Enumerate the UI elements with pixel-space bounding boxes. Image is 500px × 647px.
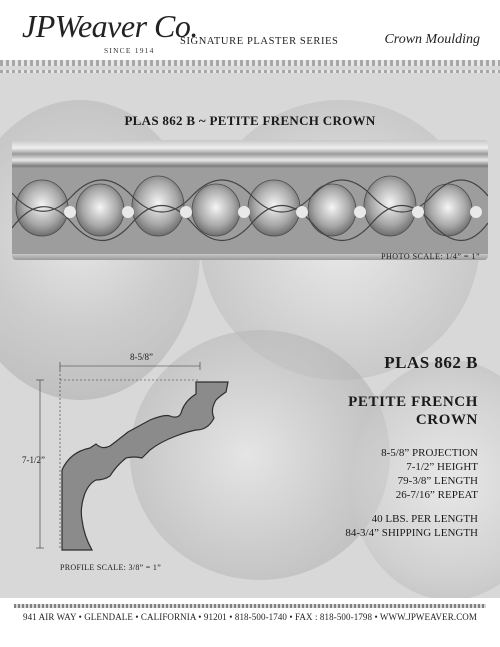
profile-height-label: 7-1/2”	[22, 455, 45, 465]
crown-profile-shape	[62, 382, 228, 550]
profile-width-label: 8-5/8”	[130, 352, 153, 362]
category-label: Crown Moulding	[384, 32, 480, 47]
top-trim	[0, 60, 500, 66]
spec-height: 7-1/2” HEIGHT	[406, 461, 478, 473]
header	[0, 0, 500, 60]
footer	[0, 598, 500, 647]
product-name-line1: PETITE FRENCH	[348, 394, 478, 410]
footer-trim	[14, 604, 486, 608]
spec-weight: 40 LBS. PER LENGTH	[371, 513, 478, 525]
spec-gap	[238, 502, 478, 512]
product-name-line2: CROWN	[415, 412, 478, 428]
series-label: SIGNATURE PLASTER SERIES	[180, 36, 339, 47]
product-code: PLAS 862 B	[384, 353, 478, 372]
banner-title: PLAS 862 B ~ PETITE FRENCH CROWN	[124, 113, 376, 128]
spec-shipping-length: 84-3/4” SHIPPING LENGTH	[345, 527, 478, 539]
spec-projection: 8-5/8” PROJECTION	[381, 447, 478, 459]
logo-since: SINCE 1914	[104, 46, 155, 55]
spec-length: 79-3/8” LENGTH	[397, 475, 478, 487]
photo-scale: PHOTO SCALE: 1/4” = 1”	[381, 252, 480, 261]
spec-list	[238, 446, 478, 540]
molding-ornament-graphic	[12, 168, 488, 254]
footer-contact: 941 AIR WAY • GLENDALE • CALIFORNIA • 91201 • 818-500-1740 • FAX : 818-500-1798 • WWW.JPWEAVER.COM	[22, 612, 478, 622]
profile-scale: PROFILE SCALE: 3/8” = 1”	[60, 563, 162, 572]
title-band	[0, 96, 500, 136]
spec-repeat: 26-7/16” REPEAT	[395, 489, 478, 501]
molding-photo	[12, 140, 488, 260]
logo: JPWeaver Co.	[22, 8, 198, 44]
top-trim-thin	[0, 70, 500, 73]
